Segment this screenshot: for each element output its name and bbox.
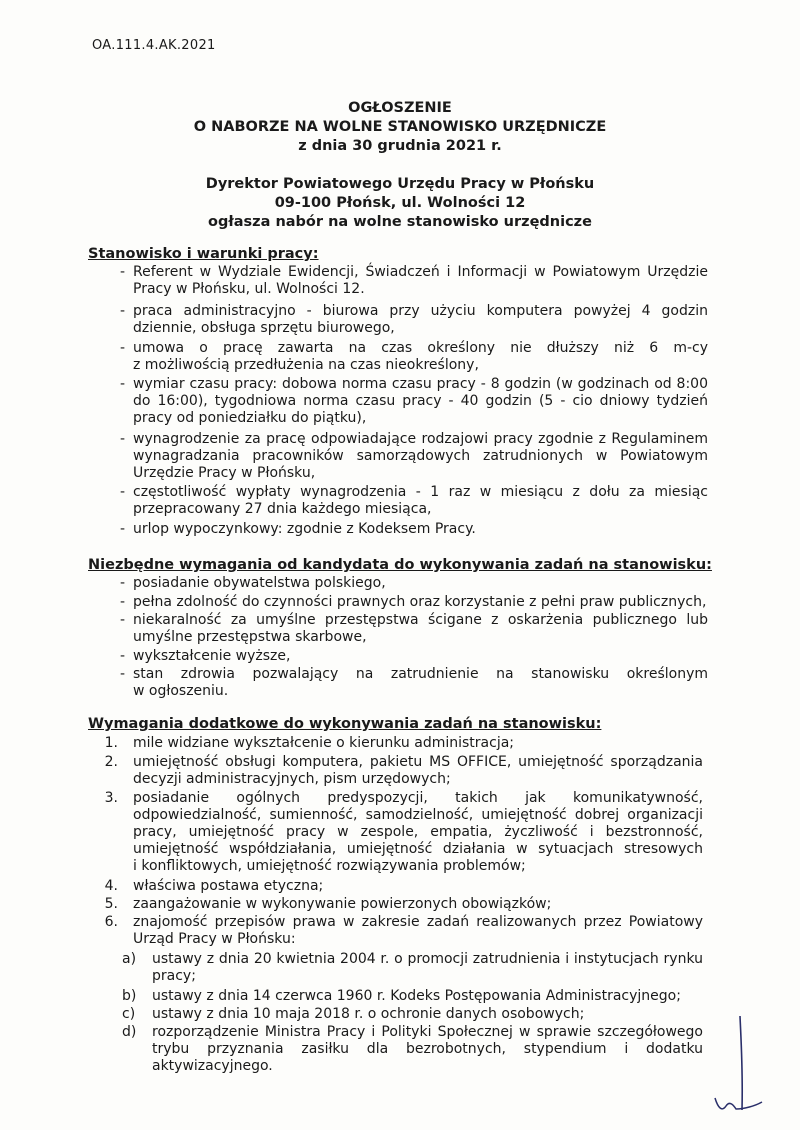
list-item-line: umyślne przestępstwa skarbowe, <box>133 629 367 645</box>
dash-marker: - <box>120 264 126 280</box>
sub-item-line: aktywizacyjnego. <box>152 1058 273 1074</box>
sub-item <box>152 1024 703 1075</box>
item-number: 6. <box>104 914 118 930</box>
dash-marker: - <box>120 340 126 356</box>
dash-marker: - <box>120 376 126 392</box>
numbered-item-line: i konfliktowych, umiejętność rozwiązywania problemów; <box>133 858 526 874</box>
item-number: 5. <box>104 896 118 912</box>
issuer-line-1: Dyrektor Powiatowego Urzędu Pracy w Płońsku <box>205 176 595 192</box>
dash-marker: - <box>120 575 126 591</box>
list-item <box>133 594 708 611</box>
list-item-line: praca administracyjno - biurowa przy użyciu komputera powyżej 4 godzin <box>133 303 708 319</box>
list-item-line: przepracowany 27 dnia każdego miesiąca, <box>133 501 432 517</box>
list-item <box>133 648 708 665</box>
numbered-item <box>133 735 703 752</box>
sub-item <box>152 951 703 985</box>
numbered-item-line: posiadanie ogólnych predyspozycji, takich jak komunikatywność, <box>133 790 703 806</box>
list-item-line: w ogłoszeniu. <box>133 683 229 699</box>
sub-item-letter: c) <box>122 1006 136 1022</box>
numbered-item-line: znajomość przepisów prawa w zakresie zadań realizowanych przez Powiatowy <box>133 914 703 930</box>
sub-item-letter: b) <box>122 988 137 1004</box>
sub-item-line: ustawy z dnia 20 kwietnia 2004 r. o promocji zatrudnienia i instytucjach rynku <box>152 951 703 967</box>
section-heading-requirements: Niezbędne wymagania od kandydata do wykonywania zadań na stanowisku: <box>88 557 712 573</box>
list-item-line: posiadanie obywatelstwa polskiego, <box>133 575 386 591</box>
section-heading-position: Stanowisko i warunki pracy: <box>88 246 319 262</box>
sub-item-letter: d) <box>122 1024 137 1040</box>
numbered-item-line: decyzji administracyjnych, pism urzędowych; <box>133 771 451 787</box>
dash-marker: - <box>120 303 126 319</box>
section-heading-additional: Wymagania dodatkowe do wykonywania zadań na stanowisku: <box>88 716 602 732</box>
list-item-line: pracy od poniedziałku do piątku), <box>133 410 367 426</box>
sub-item <box>152 988 703 1005</box>
list-item <box>133 340 708 374</box>
numbered-item-line: Urząd Pracy w Płońsku: <box>133 931 296 947</box>
numbered-item-line: umiejętność obsługi komputera, pakietu MS OFFICE, umiejętność sporządzania <box>133 754 703 770</box>
numbered-item <box>133 790 703 875</box>
title-line-2: O NABORZE NA WOLNE STANOWISKO URZĘDNICZE <box>193 119 607 135</box>
numbered-item <box>133 754 703 788</box>
issuer-line-3: ogłasza nabór na wolne stanowisko urzędnicze <box>208 214 592 230</box>
list-item-line: Urzędzie Pracy w Płońsku, <box>133 465 316 481</box>
dash-marker: - <box>120 648 126 664</box>
list-item <box>133 264 708 298</box>
list-item-line: do 16:00), tygodniowa norma czasu pracy - 40 godzin (5 - cio dniowy tydzień <box>133 393 708 409</box>
list-item <box>133 484 708 518</box>
numbered-item <box>133 896 703 913</box>
item-number: 2. <box>104 754 118 770</box>
list-item-line: dziennie, obsługa sprzętu biurowego, <box>133 320 395 336</box>
sub-item-line: ustawy z dnia 14 czerwca 1960 r. Kodeks Postępowania Administracyjnego; <box>152 988 681 1004</box>
item-number: 4. <box>104 878 118 894</box>
list-item-line: Pracy w Płońsku, ul. Wolności 12. <box>133 281 365 297</box>
list-item <box>133 575 708 592</box>
numbered-item-line: właściwa postawa etyczna; <box>133 878 324 894</box>
list-item-line: wykształcenie wyższe, <box>133 648 291 664</box>
numbered-item-line: pracy, umiejętność pracy w zespole, empatia, życzliwość i bezstronność, <box>133 824 703 840</box>
numbered-item-line: zaangażowanie w wykonywanie powierzonych obowiązków; <box>133 896 552 912</box>
list-item <box>133 303 708 337</box>
dash-marker: - <box>120 484 126 500</box>
title-line-1: OGŁOSZENIE <box>348 100 452 116</box>
sub-item-line: ustawy z dnia 10 maja 2018 r. o ochronie danych osobowych; <box>152 1006 585 1022</box>
list-item-line: niekaralność za umyślne przestępstwa ścigane z oskarżenia publicznego lub <box>133 612 708 628</box>
list-item-line: Referent w Wydziale Ewidencji, Świadczeń i Informacji w Powiatowym Urzędzie <box>133 264 708 280</box>
list-item-line: wynagrodzenie za pracę odpowiadające rodzajowi pracy zgodnie z Regulaminem <box>133 431 708 447</box>
dash-marker: - <box>120 666 126 682</box>
dash-marker: - <box>120 612 126 628</box>
list-item-line: umowa o pracę zawarta na czas określony nie dłuższy niż 6 m-cy <box>133 340 708 356</box>
list-item-line: stan zdrowia pozwalający na zatrudnienie na stanowisku określonym <box>133 666 708 682</box>
numbered-item-line: umiejętność współdziałania, umiejętność działania w sytuacjach stresowych <box>133 841 703 857</box>
issuer-line-2: 09-100 Płońsk, ul. Wolności 12 <box>274 195 526 211</box>
list-item <box>133 666 708 700</box>
numbered-item-line: mile widziane wykształcenie o kierunku administracja; <box>133 735 515 751</box>
signature-mark <box>700 1010 770 1120</box>
list-item-line: urlop wypoczynkowy: zgodnie z Kodeksem Pracy. <box>133 521 476 537</box>
reference-number: OA.111.4.AK.2021 <box>92 38 216 53</box>
numbered-item-line: odpowiedzialność, sumienność, samodzielność, umiejętność dobrej organizacji <box>133 807 703 823</box>
sub-item-line: pracy; <box>152 968 196 984</box>
sub-item-letter: a) <box>122 951 137 967</box>
list-item <box>133 612 708 646</box>
numbered-item <box>133 878 703 895</box>
title-line-3: z dnia 30 grudnia 2021 r. <box>298 138 502 154</box>
sub-item-line: trybu przyznania zasiłku dla bezrobotnych, stypendium i dodatku <box>152 1041 703 1057</box>
sub-item-line: rozporządzenie Ministra Pracy i Polityki Społecznej w sprawie szczegółowego <box>152 1024 703 1040</box>
list-item <box>133 376 708 427</box>
list-item-line: częstotliwość wypłaty wynagrodzenia - 1 raz w miesiącu z dołu za miesiąc <box>133 484 708 500</box>
list-item-line: wymiar czasu pracy: dobowa norma czasu pracy - 8 godzin (w godzinach od 8:00 <box>133 376 708 392</box>
dash-marker: - <box>120 594 126 610</box>
item-number: 1. <box>104 735 118 751</box>
list-item <box>133 521 708 538</box>
item-number: 3. <box>104 790 118 806</box>
numbered-item <box>133 914 703 948</box>
list-item-line: wynagradzania pracowników samorządowych zatrudnionych w Powiatowym <box>133 448 708 464</box>
dash-marker: - <box>120 431 126 447</box>
dash-marker: - <box>120 521 126 537</box>
sub-item <box>152 1006 703 1023</box>
list-item-line: pełna zdolność do czynności prawnych oraz korzystanie z pełni praw publicznych, <box>133 594 707 610</box>
list-item-line: z możliwością przedłużenia na czas nieokreślony, <box>133 357 479 373</box>
list-item <box>133 431 708 482</box>
